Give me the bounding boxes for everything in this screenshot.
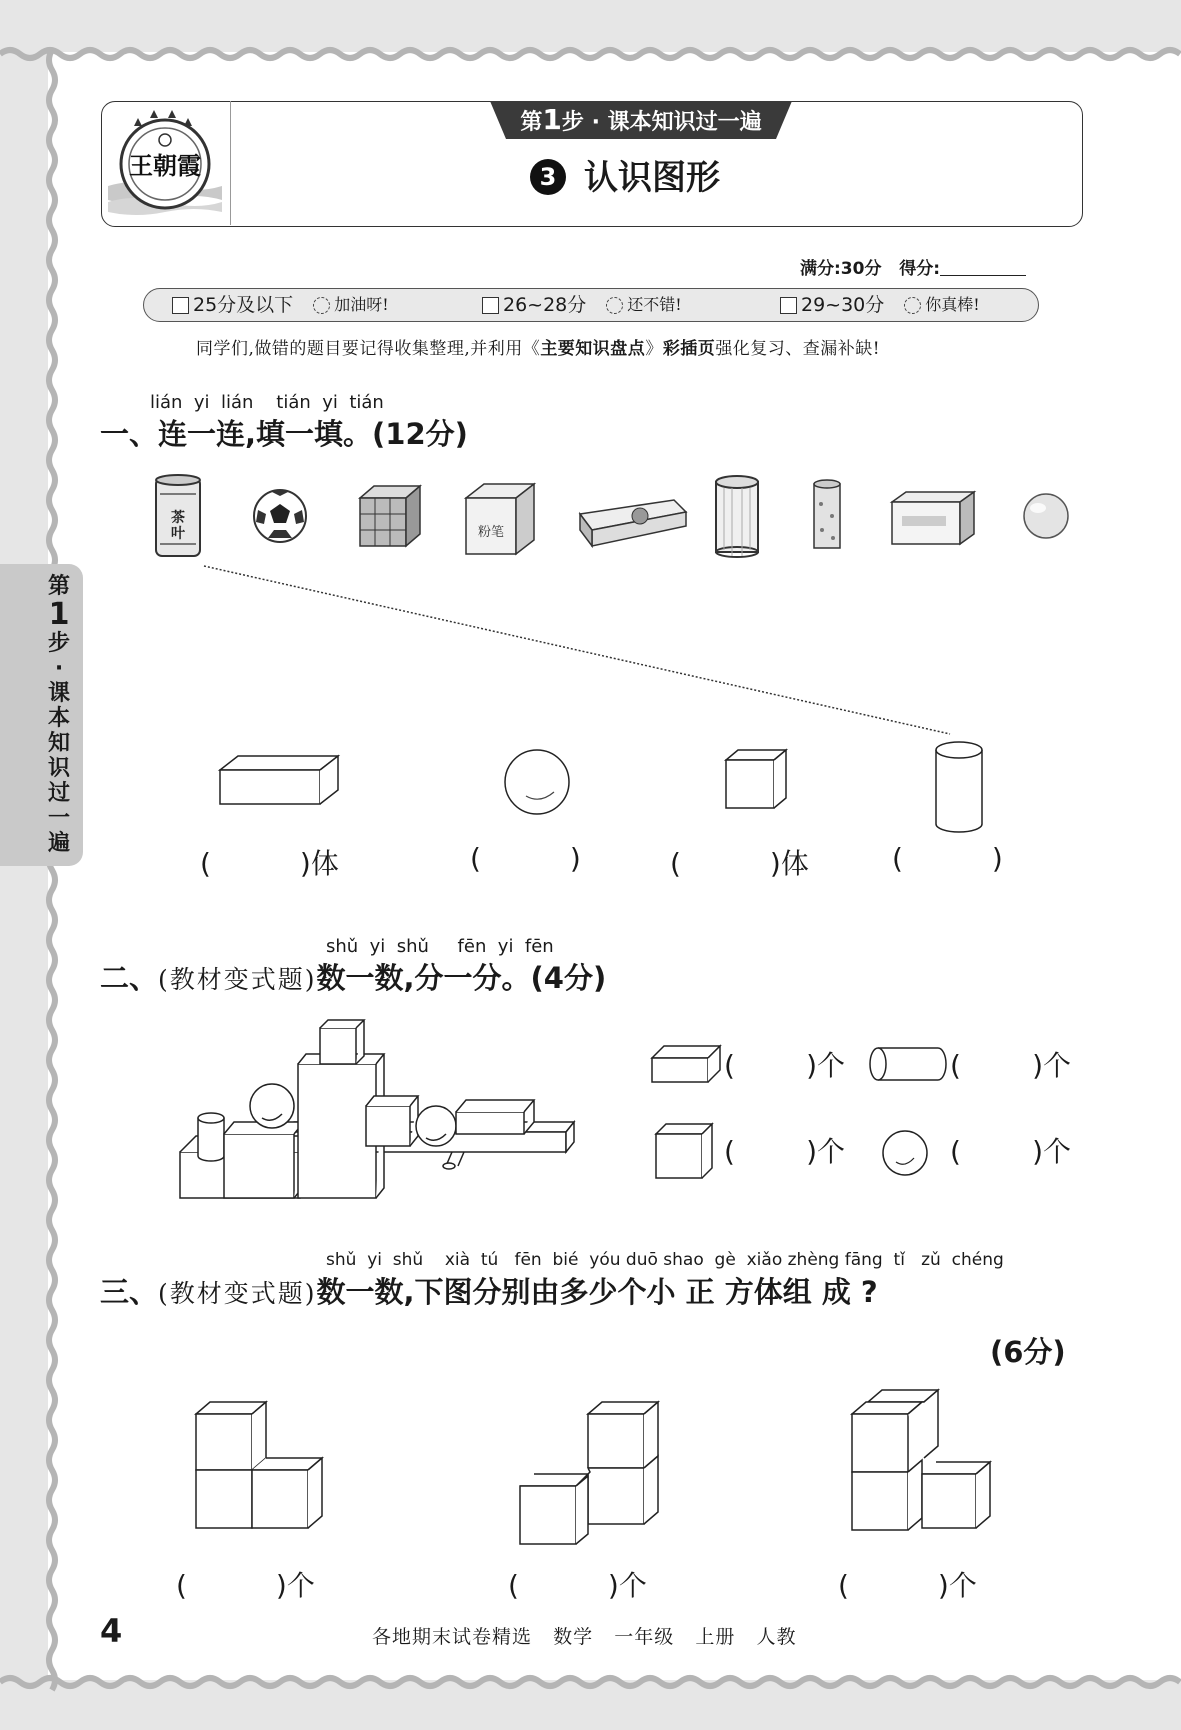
- face-icon: [606, 297, 623, 314]
- q2-cuboid-icon: [648, 1040, 728, 1086]
- q3-heading: 三、(教材变式题)数一数,下图分别由多少个小 正 方体组 成 ?: [100, 1275, 878, 1309]
- q1-blank-4[interactable]: ( ): [892, 842, 1003, 875]
- wavy-border-top: [0, 44, 1181, 64]
- face-icon: [904, 297, 921, 314]
- q2-blank-cylinder[interactable]: ( )个: [950, 1049, 1072, 1082]
- ball-image[interactable]: [1024, 494, 1068, 538]
- level-3: 29~30分 你真棒!: [780, 293, 980, 317]
- q2-blank-cuboid[interactable]: ( )个: [724, 1049, 846, 1082]
- score-line: 满分:30分 得分:: [800, 254, 1026, 279]
- side-tab-label: 第 1 步 · 课 本 知 识 过 一 遍: [47, 574, 70, 856]
- q1-heading: 一、连一连,填一填。(12分): [100, 417, 468, 451]
- q2-cube-icon: [652, 1120, 718, 1182]
- q1-objects-row: [140, 470, 1080, 570]
- q3-blank-1[interactable]: ( )个: [176, 1569, 315, 1602]
- section-title: 3 认识图形: [530, 154, 720, 202]
- side-tab-char: 本: [47, 706, 70, 731]
- svg-text:叶: 叶: [171, 526, 185, 542]
- side-tab-char: 步: [47, 631, 70, 656]
- instruction-text: 同学们,做错的题目要记得收集整理,并利用《主要知识盘点》彩插页强化复习、查漏补缺!: [196, 339, 881, 359]
- pencil-case-image[interactable]: [580, 500, 686, 546]
- side-tab-char: 过: [47, 781, 70, 806]
- example-connect-line: [190, 560, 960, 740]
- chalk-box-image[interactable]: [466, 484, 534, 554]
- q1-pinyin: lián yi lián tián yi tián: [150, 392, 384, 413]
- logo-text: 王朝霞: [129, 151, 201, 180]
- sphere-shape[interactable]: [505, 750, 569, 814]
- q3-blank-3[interactable]: ( )个: [838, 1569, 977, 1602]
- level-2: 26~28分 还不错!: [482, 293, 682, 317]
- medicine-box-image[interactable]: [892, 492, 974, 544]
- side-tab-char: 课: [47, 681, 70, 706]
- side-tab-char: 遍: [47, 831, 70, 856]
- q3-figure-2: [516, 1398, 666, 1548]
- q2-pinyin: shǔ yi shǔ fēn yi fēn: [326, 936, 554, 957]
- rubiks-cube-image[interactable]: [360, 486, 420, 546]
- q2-cylinder-icon: [868, 1044, 948, 1084]
- score-blank[interactable]: [940, 259, 1026, 276]
- q3-figure-1: [190, 1396, 330, 1536]
- cube-shape[interactable]: [726, 750, 786, 808]
- q3-blank-2[interactable]: ( )个: [508, 1569, 647, 1602]
- tea-can-image[interactable]: [156, 475, 200, 556]
- svg-text:茶: 茶: [171, 510, 185, 526]
- q3-pinyin: shǔ yi shǔ xià tú fēn bié yóu duō shao gè xiǎo zhèng fāng tǐ zǔ chéng: [326, 1250, 1004, 1270]
- level-3-checkbox[interactable]: [780, 297, 797, 314]
- q2-sphere-icon: [880, 1128, 930, 1178]
- section-number-badge: 3: [530, 159, 566, 195]
- side-tab-rest: [46, 631, 72, 856]
- cylinder-shape[interactable]: [936, 742, 982, 832]
- q3-score: (6分): [990, 1335, 1066, 1369]
- cuboid-shape[interactable]: [220, 756, 338, 804]
- q3-figure-3: [848, 1394, 998, 1544]
- header-divider: [230, 101, 231, 225]
- q2-blank-sphere[interactable]: ( )个: [950, 1135, 1072, 1168]
- step-label: 第1步 · 课本知识过一遍: [520, 103, 762, 136]
- cup-image[interactable]: [814, 480, 840, 548]
- page-number: 4: [100, 1612, 123, 1650]
- q1-shapes-row: [210, 740, 1010, 840]
- pen-holder-image[interactable]: [716, 476, 758, 557]
- side-tab-char: 识: [47, 756, 70, 781]
- soccer-ball-image[interactable]: [254, 490, 306, 542]
- wavy-border-bottom: [0, 1672, 1181, 1692]
- face-icon: [313, 297, 330, 314]
- level-1: 25分及以下 加油呀!: [172, 293, 389, 317]
- publisher-logo: [104, 108, 226, 218]
- score-levels-bar: [143, 288, 1039, 322]
- q1-blank-3[interactable]: ( )体: [670, 847, 809, 880]
- q2-blank-cube[interactable]: ( )个: [724, 1135, 846, 1168]
- level-1-checkbox[interactable]: [172, 297, 189, 314]
- q2-composite-figure: [176, 1016, 586, 1202]
- side-tab-char: 知: [47, 731, 70, 756]
- side-tab-char: 一: [47, 806, 70, 831]
- q2-heading: 二、(教材变式题)数一数,分一分。(4分): [100, 961, 607, 995]
- level-2-checkbox[interactable]: [482, 297, 499, 314]
- q1-blank-2[interactable]: ( ): [470, 842, 581, 875]
- footer-text: 各地期末试卷精选 数学 一年级 上册 人教: [372, 1626, 797, 1648]
- svg-text:粉笔: 粉笔: [477, 525, 505, 540]
- side-tab-char: ·: [54, 656, 64, 681]
- q1-blank-1[interactable]: ( )体: [200, 847, 339, 880]
